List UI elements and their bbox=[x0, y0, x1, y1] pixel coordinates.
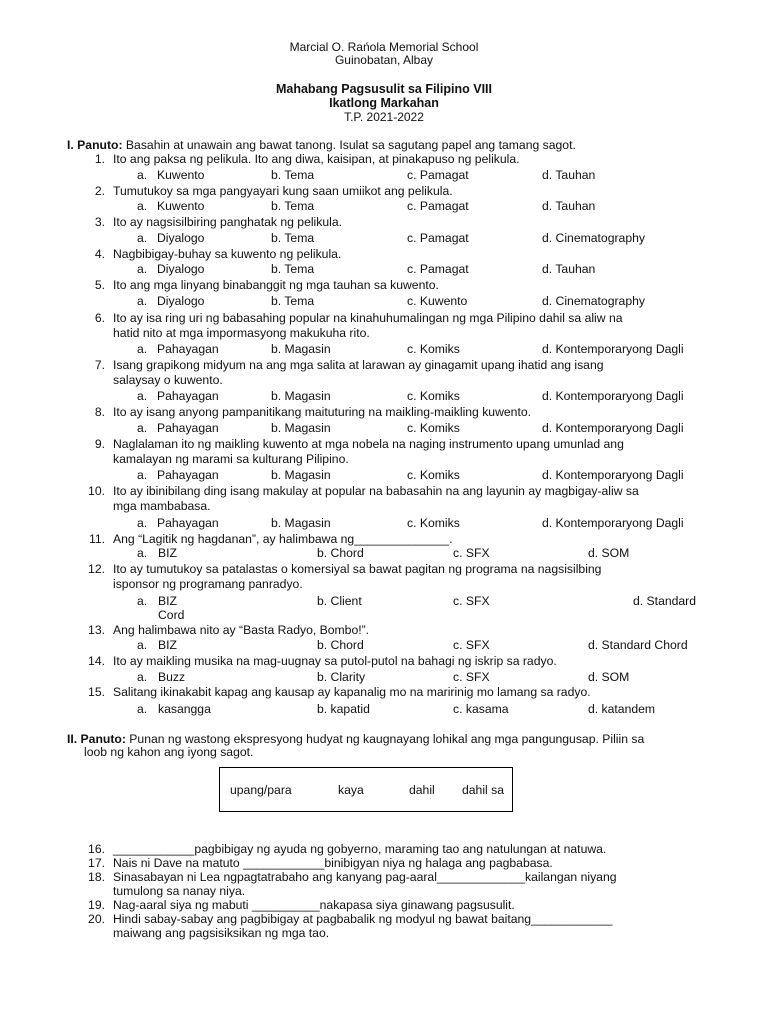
answer-option: d. Kontemporaryong Dagli bbox=[542, 516, 684, 530]
question-text: Salitang ikinakabit kapag ang kausap ay kapanalig mo na maririnig mo lamang sa radyo. bbox=[113, 685, 591, 699]
choice-kaya: kaya bbox=[338, 783, 364, 797]
answer-option: c. Komiks bbox=[407, 468, 460, 482]
school-name: Marcial O. Rańola Memorial School bbox=[289, 40, 479, 54]
question-number: 14. bbox=[88, 654, 105, 668]
answer-option: a. bbox=[137, 262, 148, 276]
answer-option: c. SFX bbox=[453, 638, 490, 652]
answer-option: c. Komiks bbox=[407, 516, 460, 530]
question-text: Ang halimbawa nito ay “Basta Radyo, Bombo!”. bbox=[113, 623, 370, 637]
answer-option: c. SFX bbox=[453, 546, 490, 560]
answer-option: Pahayagan bbox=[157, 421, 219, 435]
question-text: isponsor ng programang panradyo. bbox=[113, 577, 303, 591]
fill-in-text: Hindi sabay-sabay ang pagbibigay at pagbabalik ng modyul ng bawat baitang____________ bbox=[113, 912, 613, 926]
answer-option: Pahayagan bbox=[157, 516, 219, 530]
answer-option: b. Clarity bbox=[317, 670, 366, 684]
answer-option: c. Pamagat bbox=[407, 231, 469, 245]
question-number: 3. bbox=[94, 215, 105, 229]
question-text: Ito ay tumutukoy sa patalastas o komersiyal sa bawat pagitan ng programa na nagsisilbing bbox=[113, 562, 602, 576]
answer-option: a. bbox=[137, 670, 148, 684]
answer-option: Buzz bbox=[158, 670, 186, 684]
answer-option: BIZ bbox=[158, 594, 177, 608]
question-number: 11. bbox=[88, 532, 105, 546]
answer-option: c. Pamagat bbox=[407, 168, 469, 182]
question-number: 13. bbox=[88, 623, 105, 637]
question-text: hatid nito at mga impormasyong makukuha rito. bbox=[113, 326, 370, 340]
question-number: 10. bbox=[88, 484, 105, 498]
answer-option: a. bbox=[137, 468, 148, 482]
question-text: Naglalaman ito ng maikling kuwento at mga nobela na naging instrumento upang umunlad ang bbox=[113, 437, 624, 451]
fill-in-number: 19. bbox=[88, 898, 105, 912]
answer-option: a. bbox=[137, 389, 148, 403]
question-text: Ito ay isa ring uri ng babasahing popular na kinahuhumalingan ng mga Pilipino dahil sa aliw na bbox=[113, 311, 623, 325]
answer-option: c. Kuwento bbox=[407, 294, 468, 308]
fill-in-text: ____________pagbibigay ng ayuda ng gobyerno, maraming tao ang natulungan at natuwa. bbox=[113, 842, 607, 856]
question-text: Ito ang mga linyang binabanggit ng mga tauhan sa kuwento. bbox=[113, 278, 439, 292]
answer-option: Kuwento bbox=[157, 199, 205, 213]
part1-instruction-line bbox=[67, 138, 576, 152]
answer-option: a. bbox=[137, 294, 148, 308]
part1-instruction: Basahin at unawain ang bawat tanong. Isulat sa sagutang papel ang tamang sagot. bbox=[125, 138, 576, 152]
fill-in-number: 20. bbox=[88, 912, 105, 926]
question-number: 2. bbox=[94, 184, 105, 198]
answer-option: b. Magasin bbox=[271, 342, 331, 356]
answer-option: d. SOM bbox=[588, 670, 630, 684]
answer-option: a. bbox=[137, 199, 148, 213]
question-number: 12. bbox=[88, 562, 105, 576]
school-location: Guinobatan, Albay bbox=[334, 53, 434, 67]
question-text: kamalayan ng marami sa kulturang Pilipino. bbox=[113, 452, 349, 466]
question-number: 7. bbox=[94, 358, 105, 372]
answer-option: b. Tema bbox=[271, 262, 315, 276]
answer-option: b. Tema bbox=[271, 168, 315, 182]
answer-option: c. SFX bbox=[453, 594, 490, 608]
answer-option: a. bbox=[137, 638, 148, 652]
answer-option: kasangga bbox=[158, 702, 211, 716]
answer-option: d. Kontemporaryong Dagli bbox=[542, 468, 684, 482]
answer-option: Diyalogo bbox=[157, 231, 205, 245]
answer-option: c. Komiks bbox=[407, 421, 460, 435]
answer-option: b. Magasin bbox=[271, 389, 331, 403]
answer-option: c. SFX bbox=[453, 670, 490, 684]
fill-in-text: Sinasabayan ni Lea ngpagtatrabaho ang kanyang pag-aaral_____________kailangan niyang bbox=[113, 870, 617, 884]
question-number: 9. bbox=[94, 437, 105, 451]
question-number: 8. bbox=[94, 405, 105, 419]
answer-option: Cord bbox=[158, 608, 185, 622]
fill-in-text: maiwang ang pagsisiksikan ng mga tao. bbox=[113, 926, 330, 940]
question-text: Ito ay nagsisilbiring panghatak ng pelikula. bbox=[113, 215, 343, 229]
part2-instruction-cont: loob ng kahon ang iyong sagot. bbox=[84, 745, 254, 759]
question-text: Ito ay maikling musika na mag-uugnay sa putol-putol na bahagi ng iskrip sa radyo. bbox=[113, 654, 557, 668]
answer-option: d. SOM bbox=[588, 546, 630, 560]
answer-option: c. kasama bbox=[453, 702, 509, 716]
answer-option: b. Magasin bbox=[271, 421, 331, 435]
question-number: 4. bbox=[94, 247, 105, 261]
fill-in-text: tumulong sa nanay niya. bbox=[113, 884, 246, 898]
fill-in-number: 16. bbox=[88, 842, 105, 856]
answer-option: b. Tema bbox=[271, 294, 315, 308]
fill-in-text: Nais ni Dave na matuto ____________binibigyan niya ng halaga ang pagbabasa. bbox=[113, 856, 553, 870]
answer-option: d. Cinematography bbox=[542, 294, 645, 308]
choice-dahil: dahil bbox=[409, 783, 435, 797]
part1-label: I. Panuto: bbox=[67, 138, 123, 152]
answer-option: b. Client bbox=[317, 594, 362, 608]
question-number: 15. bbox=[88, 685, 105, 699]
answer-option: Pahayagan bbox=[157, 468, 219, 482]
answer-option: Pahayagan bbox=[157, 342, 219, 356]
answer-option: a. bbox=[137, 342, 148, 356]
question-number: 5. bbox=[94, 278, 105, 292]
answer-option: a. bbox=[137, 516, 148, 530]
answer-option: a. bbox=[137, 168, 148, 182]
part2-instruction: Punan ng wastong ekspresyong hudyat ng kaugnayang lohikal ang mga pangungusap. Piliin sa bbox=[129, 732, 645, 746]
answer-option: d. Kontemporaryong Dagli bbox=[542, 389, 684, 403]
question-text: Ito ay isang anyong pampanitikang maituturing na maikling-maikling kuwento. bbox=[113, 405, 531, 419]
fill-in-number: 18. bbox=[88, 870, 105, 884]
word-choice-box bbox=[219, 767, 513, 812]
answer-option: d. Tauhan bbox=[542, 168, 596, 182]
answer-option: b. Tema bbox=[271, 199, 315, 213]
question-text: Ang “Lagitik ng hagdanan”, ay halimbawa ng______________. bbox=[113, 532, 453, 546]
fill-in-number: 17. bbox=[88, 856, 105, 870]
answer-option: b. Tema bbox=[271, 231, 315, 245]
question-text: mga mambabasa. bbox=[113, 499, 211, 513]
question-text: Nagbibigay-buhay sa kuwento ng pelikula. bbox=[113, 247, 342, 261]
question-text: Tumutukoy sa mga pangyayari kung saan umiikot ang pelikula. bbox=[113, 184, 453, 198]
answer-option: Kuwento bbox=[157, 168, 205, 182]
answer-option: b. Magasin bbox=[271, 468, 331, 482]
question-text: Ito ay ibinibilang ding isang makulay at popular na babasahin na ang layunin ay magbigay-aliw sa bbox=[113, 484, 639, 498]
answer-option: a. bbox=[137, 231, 148, 245]
answer-option: d. Standard bbox=[633, 594, 697, 608]
answer-option: Diyalogo bbox=[157, 294, 205, 308]
answer-option: d. Cinematography bbox=[542, 231, 645, 245]
answer-option: Diyalogo bbox=[157, 262, 205, 276]
answer-option: d. katandem bbox=[588, 702, 656, 716]
answer-option: d. Tauhan bbox=[542, 262, 596, 276]
answer-option: c. Komiks bbox=[407, 389, 460, 403]
answer-option: b. kapatid bbox=[317, 702, 370, 716]
answer-option: a. bbox=[137, 421, 148, 435]
answer-option: d. Kontemporaryong Dagli bbox=[542, 342, 684, 356]
answer-option: a. bbox=[137, 594, 148, 608]
answer-option: BIZ bbox=[158, 546, 177, 560]
answer-option: a. bbox=[137, 702, 148, 716]
choice-upang-para: upang/para bbox=[230, 783, 292, 797]
question-text: salaysay o kuwento. bbox=[113, 373, 223, 387]
answer-option: d. Kontemporaryong Dagli bbox=[542, 421, 684, 435]
question-text: Isang grapikong midyum na ang mga salita at larawan ay ginagamit upang ihatid ang isang bbox=[113, 358, 604, 372]
answer-option: d. Standard Chord bbox=[588, 638, 688, 652]
answer-option: b. Chord bbox=[317, 638, 364, 652]
exam-quarter: Ikatlong Markahan bbox=[329, 96, 439, 110]
answer-option: BIZ bbox=[158, 638, 177, 652]
fill-in-text: Nag-aaral siya ng mabuti __________nakapasa siya ginawang pagsusulit. bbox=[113, 898, 515, 912]
answer-option: c. Pamagat bbox=[407, 262, 469, 276]
answer-option: c. Pamagat bbox=[407, 199, 469, 213]
answer-option: d. Tauhan bbox=[542, 199, 596, 213]
question-number: 1. bbox=[94, 152, 105, 166]
answer-option: b. Magasin bbox=[271, 516, 331, 530]
answer-option: a. bbox=[137, 546, 148, 560]
part2-label: II. Panuto: bbox=[67, 732, 126, 746]
school-year: T.P. 2021-2022 bbox=[344, 110, 424, 124]
choice-dahil-sa: dahil sa bbox=[462, 783, 505, 797]
question-number: 6. bbox=[94, 311, 105, 325]
part2-instruction-line bbox=[67, 732, 644, 746]
answer-option: b. Chord bbox=[317, 546, 364, 560]
exam-title: Mahabang Pagsusulit sa Filipino VIII bbox=[275, 82, 492, 96]
answer-option: Pahayagan bbox=[157, 389, 219, 403]
answer-option: c. Komiks bbox=[407, 342, 460, 356]
question-text: Ito ang paksa ng pelikula. Ito ang diwa, kaisipan, at pinakapuso ng pelikula. bbox=[113, 152, 520, 166]
